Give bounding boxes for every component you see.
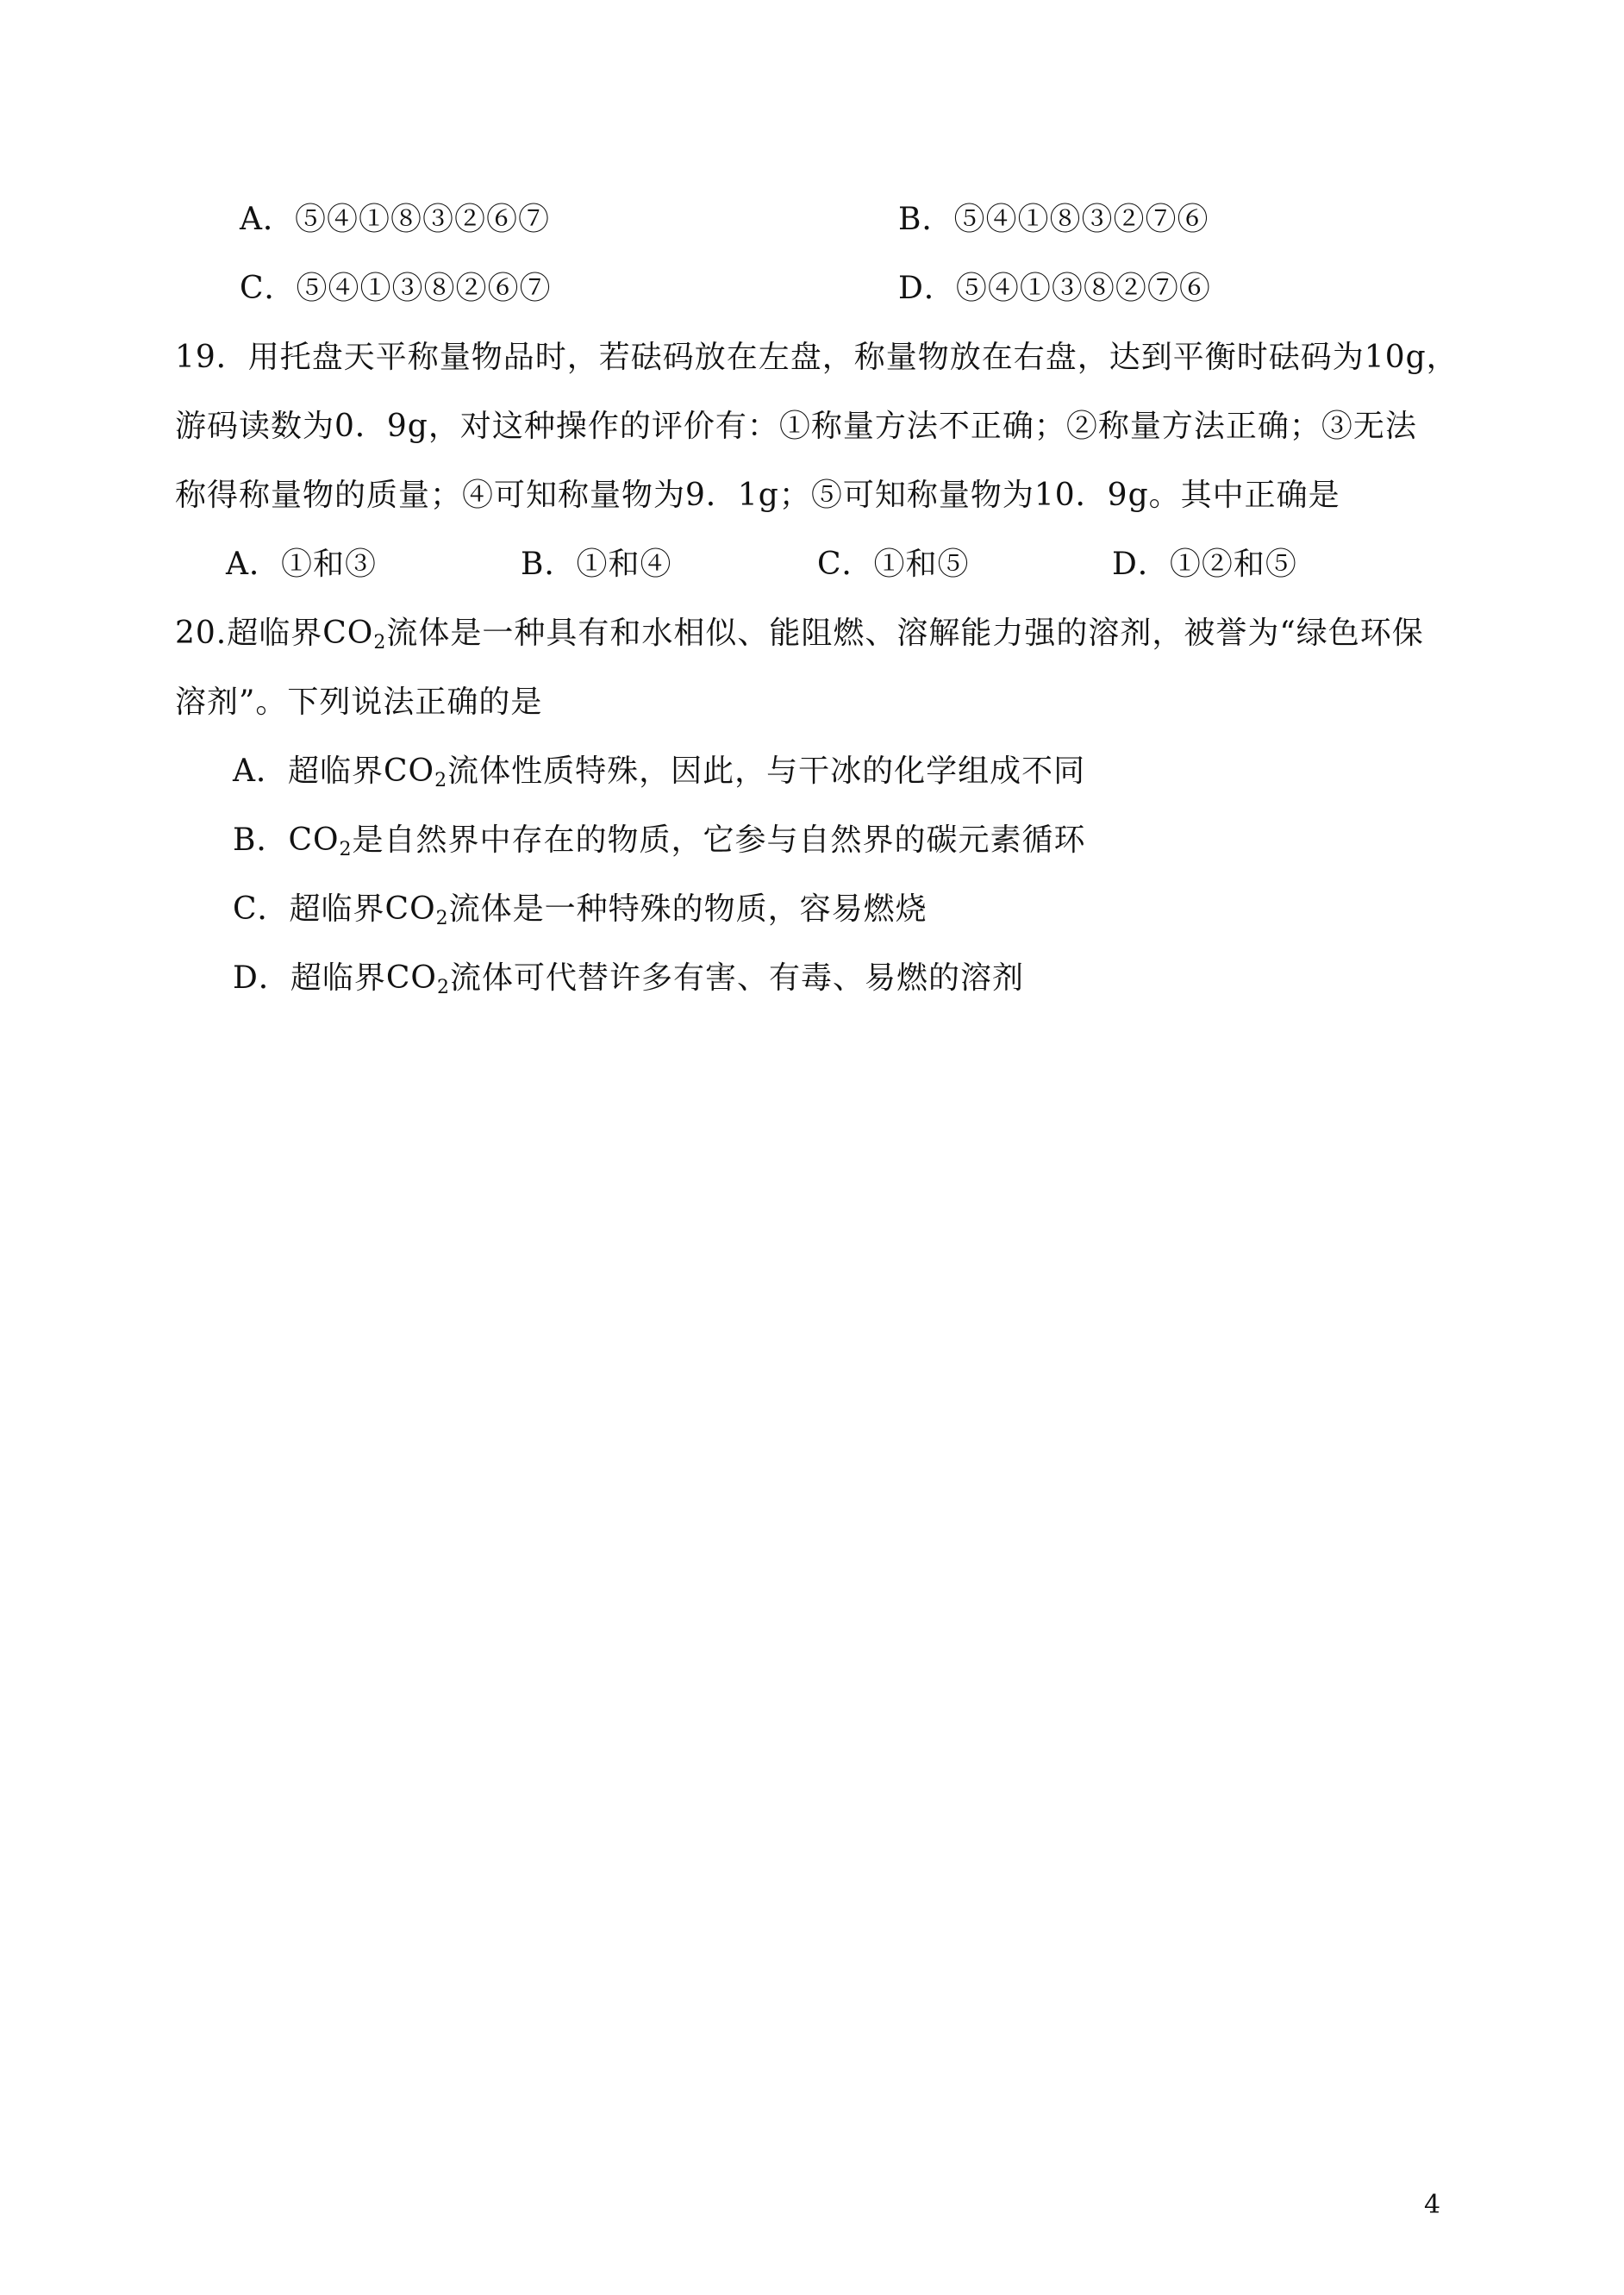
q19-option-c: C．①和⑤ [817,547,970,582]
q20-option-d-post: 流体可代替许多有害、有毒、易燃的溶剂 [449,960,1024,996]
q20-option-b-post: 是自然界中存在的物质，它参与自然界的碳元素循环 [352,822,1086,858]
q20-stem-line-1-post: 流体是一种具有和水相似、能阻燃、溶解能力强的溶剂，被誉为“绿色环保 [386,616,1424,651]
q19-stem-line-1: 19．用托盘天平称量物品时，若砝码放在左盘，称量物放在右盘，达到平衡时砝码为10g， [175,340,1458,375]
q20-stem-line-1-pre: 20.超临界CO [175,616,374,651]
q19-option-b: B．①和④ [521,547,672,582]
q20-option-a-pre: A．超临界CO [233,754,435,789]
q20-option-a-post: 流体性质特殊，因此，与干冰的化学组成不同 [447,754,1086,789]
q19-option-a: A．①和③ [226,547,377,582]
q20-option-a [233,753,1085,791]
q20-option-d-subscript: 2 [436,977,450,998]
q20-option-c-post: 流体是一种特殊的物质，容易燃烧 [448,891,928,927]
q20-option-b [233,822,1086,860]
q18-option-c: C．⑤④①③⑧②⑥⑦ [240,271,552,306]
q18-option-b: B．⑤④①⑧③②⑦⑥ [898,202,1209,237]
page-number: 4 [1424,2190,1441,2220]
q20-option-c-pre: C．超临界CO [233,891,436,927]
q20-option-d-pre: D．超临界CO [233,960,437,996]
q20-stem-line-2: 溶剂”。下列说法正确的是 [175,685,543,720]
q19-stem-line-3: 称得称量物的质量；④可知称量物为9．1g；⑤可知称量物为10．9g。其中正确是 [175,478,1340,513]
q18-option-a: A．⑤④①⑧③②⑥⑦ [240,202,550,237]
q20-option-b-subscript: 2 [339,839,353,860]
q20-option-b-pre: B．CO [233,822,340,858]
q19-option-d: D．①②和⑤ [1112,547,1297,582]
q20-stem-line-1-subscript: 2 [373,632,387,653]
q20-stem-line-1 [175,615,1424,653]
q20-option-c-subscript: 2 [435,908,449,929]
q20-option-d [233,960,1024,997]
q18-option-d: D．⑤④①③⑧②⑦⑥ [898,271,1211,306]
q20-option-a-subscript: 2 [434,770,448,791]
q20-option-c [233,891,928,929]
q19-stem-line-2: 游码读数为0．9g，对这种操作的评价有：①称量方法不正确；②称量方法正确；③无法 [175,409,1417,444]
